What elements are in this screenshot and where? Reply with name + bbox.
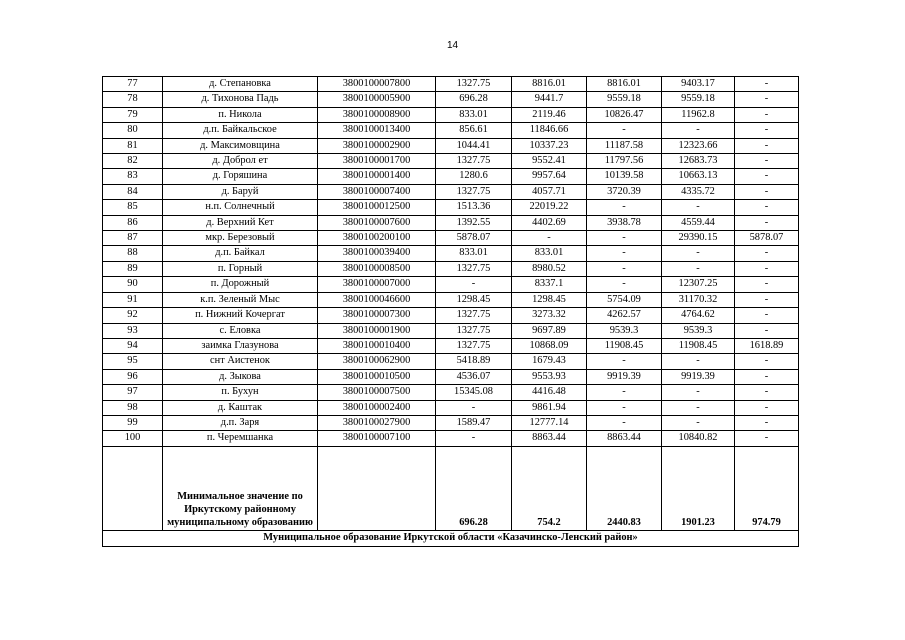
settlement-code: 3800100008500 [318,261,436,276]
settlement-code: 3800100001700 [318,154,436,169]
settlement-code: 3800100007400 [318,184,436,199]
value-col-4: 10663.13 [662,169,735,184]
row-number: 100 [103,431,163,446]
value-col-5: - [735,77,799,92]
value-col-1: 1044.41 [436,138,512,153]
table-row [103,415,799,430]
value-col-4: 9559.18 [662,92,735,107]
value-col-2: 8337.1 [512,277,587,292]
row-number: 82 [103,154,163,169]
value-col-2: 9553.93 [512,369,587,384]
value-col-2: 4416.48 [512,385,587,400]
value-col-1: 1392.55 [436,215,512,230]
section-title: Муниципальное образование Иркутской области «Казачинско-Ленский район» [103,530,799,546]
settlement-name: заимка Глазунова [163,338,318,353]
value-col-1: 1327.75 [436,184,512,199]
settlement-code: 3800100008900 [318,107,436,122]
table-row [103,231,799,246]
value-col-4: - [662,400,735,415]
value-col-4: - [662,385,735,400]
table-row [103,292,799,307]
summary-value: 2440.83 [587,446,662,530]
row-number: 85 [103,200,163,215]
settlement-code: 3800100200100 [318,231,436,246]
table-row [103,184,799,199]
value-col-3: 11797.56 [587,154,662,169]
value-col-4: - [662,123,735,138]
row-number: 94 [103,338,163,353]
table-row [103,400,799,415]
value-col-4: 4764.62 [662,308,735,323]
value-col-4: 12323.66 [662,138,735,153]
value-col-4: - [662,200,735,215]
settlement-name: п. Черемшанка [163,431,318,446]
summary-value: 974.79 [735,446,799,530]
value-col-3: 10826.47 [587,107,662,122]
row-number: 84 [103,184,163,199]
value-col-3: - [587,231,662,246]
value-col-2: 10868.09 [512,338,587,353]
value-col-2: 2119.46 [512,107,587,122]
value-col-2: 9957.64 [512,169,587,184]
value-col-4: - [662,261,735,276]
value-col-5: - [735,385,799,400]
settlement-code: 3800100007000 [318,277,436,292]
row-number: 86 [103,215,163,230]
value-col-1: 833.01 [436,107,512,122]
settlement-code: 3800100039400 [318,246,436,261]
row-number: 79 [103,107,163,122]
value-col-2: - [512,231,587,246]
value-col-1: 1327.75 [436,338,512,353]
value-col-5: - [735,200,799,215]
value-col-5: - [735,154,799,169]
value-col-3: 8816.01 [587,77,662,92]
value-col-5: - [735,107,799,122]
value-col-4: 10840.82 [662,431,735,446]
table-row [103,92,799,107]
value-col-2: 9861.94 [512,400,587,415]
value-col-5: - [735,169,799,184]
value-col-3: 3938.78 [587,215,662,230]
value-col-4: 11962.8 [662,107,735,122]
settlement-code: 3800100001900 [318,323,436,338]
value-col-1: 1298.45 [436,292,512,307]
value-col-4: - [662,354,735,369]
value-col-3: 8863.44 [587,431,662,446]
value-col-5: - [735,431,799,446]
row-number: 83 [103,169,163,184]
value-col-4: 31170.32 [662,292,735,307]
settlement-name: к.п. Зеленый Мыс [163,292,318,307]
value-col-5: - [735,246,799,261]
table-row [103,169,799,184]
row-number: 81 [103,138,163,153]
value-col-1: 856.61 [436,123,512,138]
summary-value: 696.28 [436,446,512,530]
settlement-code: 3800100012500 [318,200,436,215]
value-col-5: - [735,277,799,292]
value-col-2: 22019.22 [512,200,587,215]
value-col-4: - [662,246,735,261]
value-col-1: 1513.36 [436,200,512,215]
value-col-5: - [735,215,799,230]
row-number: 88 [103,246,163,261]
settlement-name: п. Никола [163,107,318,122]
value-col-3: 11908.45 [587,338,662,353]
settlement-code: 3800100007300 [318,308,436,323]
summary-value: 754.2 [512,446,587,530]
page-number: 14 [446,40,459,51]
value-col-3: - [587,200,662,215]
value-col-5: - [735,138,799,153]
value-col-1: 1327.75 [436,323,512,338]
value-col-1: 1280.6 [436,169,512,184]
value-col-1: 15345.08 [436,385,512,400]
value-col-4: 11908.45 [662,338,735,353]
value-col-3: 4262.57 [587,308,662,323]
row-number: 89 [103,261,163,276]
settlement-name: д.п. Байкал [163,246,318,261]
value-col-4: 12683.73 [662,154,735,169]
row-number: 96 [103,369,163,384]
value-col-2: 8863.44 [512,431,587,446]
section-footer-row [103,530,799,546]
value-col-5: - [735,92,799,107]
value-col-1: 4536.07 [436,369,512,384]
value-col-1: 1327.75 [436,77,512,92]
table-row [103,246,799,261]
value-col-5: - [735,308,799,323]
table-row [103,77,799,92]
row-number: 90 [103,277,163,292]
value-col-3: - [587,400,662,415]
value-col-2: 8980.52 [512,261,587,276]
table-row [103,431,799,446]
settlement-name: мкр. Березовый [163,231,318,246]
value-col-3: 11187.58 [587,138,662,153]
row-number: 80 [103,123,163,138]
value-col-4: 12307.25 [662,277,735,292]
table-row [103,308,799,323]
row-number: 99 [103,415,163,430]
settlement-code: 3800100002900 [318,138,436,153]
value-col-3: 9559.18 [587,92,662,107]
value-col-5: - [735,354,799,369]
settlement-name: д. Зыкова [163,369,318,384]
value-col-4: 9919.39 [662,369,735,384]
value-col-5: - [735,292,799,307]
row-number: 77 [103,77,163,92]
value-col-4: 29390.15 [662,231,735,246]
settlement-code: 3800100007500 [318,385,436,400]
value-col-1: - [436,431,512,446]
value-col-1: 1327.75 [436,261,512,276]
settlement-code: 3800100007100 [318,431,436,446]
settlement-name: п. Нижний Кочергат [163,308,318,323]
summary-row [103,446,799,530]
value-col-1: - [436,277,512,292]
settlement-code: 3800100007800 [318,77,436,92]
value-col-1: 5418.89 [436,354,512,369]
settlement-code: 3800100013400 [318,123,436,138]
value-col-5: 5878.07 [735,231,799,246]
settlement-name: п. Дорожный [163,277,318,292]
value-col-2: 1298.45 [512,292,587,307]
value-col-5: - [735,369,799,384]
value-col-2: 9441.7 [512,92,587,107]
value-col-1: - [436,400,512,415]
value-col-4: 9403.17 [662,77,735,92]
settlement-name: н.п. Солнечный [163,200,318,215]
value-col-3: 10139.58 [587,169,662,184]
settlement-name: д. Баруй [163,184,318,199]
settlement-code: 3800100002400 [318,400,436,415]
value-col-2: 9552.41 [512,154,587,169]
value-col-1: 833.01 [436,246,512,261]
value-col-1: 1327.75 [436,308,512,323]
summary-label: Минимальное значение по Иркутскому районному муниципальному образованию [163,446,318,530]
summary-value: 1901.23 [662,446,735,530]
value-col-2: 11846.66 [512,123,587,138]
value-col-2: 3273.32 [512,308,587,323]
value-col-3: 3720.39 [587,184,662,199]
row-number: 93 [103,323,163,338]
settlement-name: д. Тихонова Падь [163,92,318,107]
value-col-3: - [587,385,662,400]
value-col-5: 1618.89 [735,338,799,353]
settlement-code: 3800100010500 [318,369,436,384]
settlement-code: 3800100005900 [318,92,436,107]
settlement-name: д. Доброл ет [163,154,318,169]
value-col-2: 8816.01 [512,77,587,92]
table-body [103,77,799,447]
value-col-5: - [735,261,799,276]
settlement-name: д.п. Заря [163,415,318,430]
settlement-name: с. Еловка [163,323,318,338]
value-col-5: - [735,184,799,199]
data-table [102,76,799,547]
value-col-2: 833.01 [512,246,587,261]
value-col-4: 4559.44 [662,215,735,230]
value-col-2: 12777.14 [512,415,587,430]
row-number: 97 [103,385,163,400]
table-row [103,369,799,384]
row-number: 78 [103,92,163,107]
value-col-4: - [662,415,735,430]
summary-empty-cell [318,446,436,530]
settlement-name: д. Степановка [163,77,318,92]
settlement-code: 3800100027900 [318,415,436,430]
value-col-4: 9539.3 [662,323,735,338]
settlement-code: 3800100001400 [318,169,436,184]
row-number: 87 [103,231,163,246]
value-col-2: 1679.43 [512,354,587,369]
settlement-name: п. Бухун [163,385,318,400]
settlement-code: 3800100062900 [318,354,436,369]
settlement-code: 3800100010400 [318,338,436,353]
value-col-1: 5878.07 [436,231,512,246]
table-row [103,323,799,338]
settlement-code: 3800100046600 [318,292,436,307]
table-row [103,107,799,122]
value-col-1: 1589.47 [436,415,512,430]
row-number: 95 [103,354,163,369]
value-col-5: - [735,400,799,415]
value-col-5: - [735,123,799,138]
value-col-3: - [587,123,662,138]
settlement-code: 3800100007600 [318,215,436,230]
table-row [103,215,799,230]
table-row [103,154,799,169]
row-number: 98 [103,400,163,415]
row-number: 91 [103,292,163,307]
value-col-1: 1327.75 [436,154,512,169]
value-col-2: 9697.89 [512,323,587,338]
value-col-3: - [587,354,662,369]
value-col-3: - [587,415,662,430]
settlement-name: п. Горный [163,261,318,276]
value-col-3: 9539.3 [587,323,662,338]
value-col-5: - [735,323,799,338]
table-row [103,277,799,292]
value-col-3: - [587,261,662,276]
table-row [103,123,799,138]
settlement-name: д. Верхний Кет [163,215,318,230]
settlement-name: д. Каштак [163,400,318,415]
table-row [103,138,799,153]
table-row [103,338,799,353]
value-col-3: 5754.09 [587,292,662,307]
table-row [103,200,799,215]
summary-empty-cell [103,446,163,530]
value-col-3: - [587,277,662,292]
settlement-name: д. Максимовщина [163,138,318,153]
settlement-name: д. Горяшина [163,169,318,184]
value-col-2: 4057.71 [512,184,587,199]
value-col-1: 696.28 [436,92,512,107]
value-col-4: 4335.72 [662,184,735,199]
value-col-2: 4402.69 [512,215,587,230]
row-number: 92 [103,308,163,323]
value-col-2: 10337.23 [512,138,587,153]
value-col-3: - [587,246,662,261]
table-row [103,385,799,400]
table-row [103,354,799,369]
settlement-name: д.п. Байкальское [163,123,318,138]
value-col-3: 9919.39 [587,369,662,384]
settlement-name: снт Аистенок [163,354,318,369]
value-col-5: - [735,415,799,430]
table-row [103,261,799,276]
